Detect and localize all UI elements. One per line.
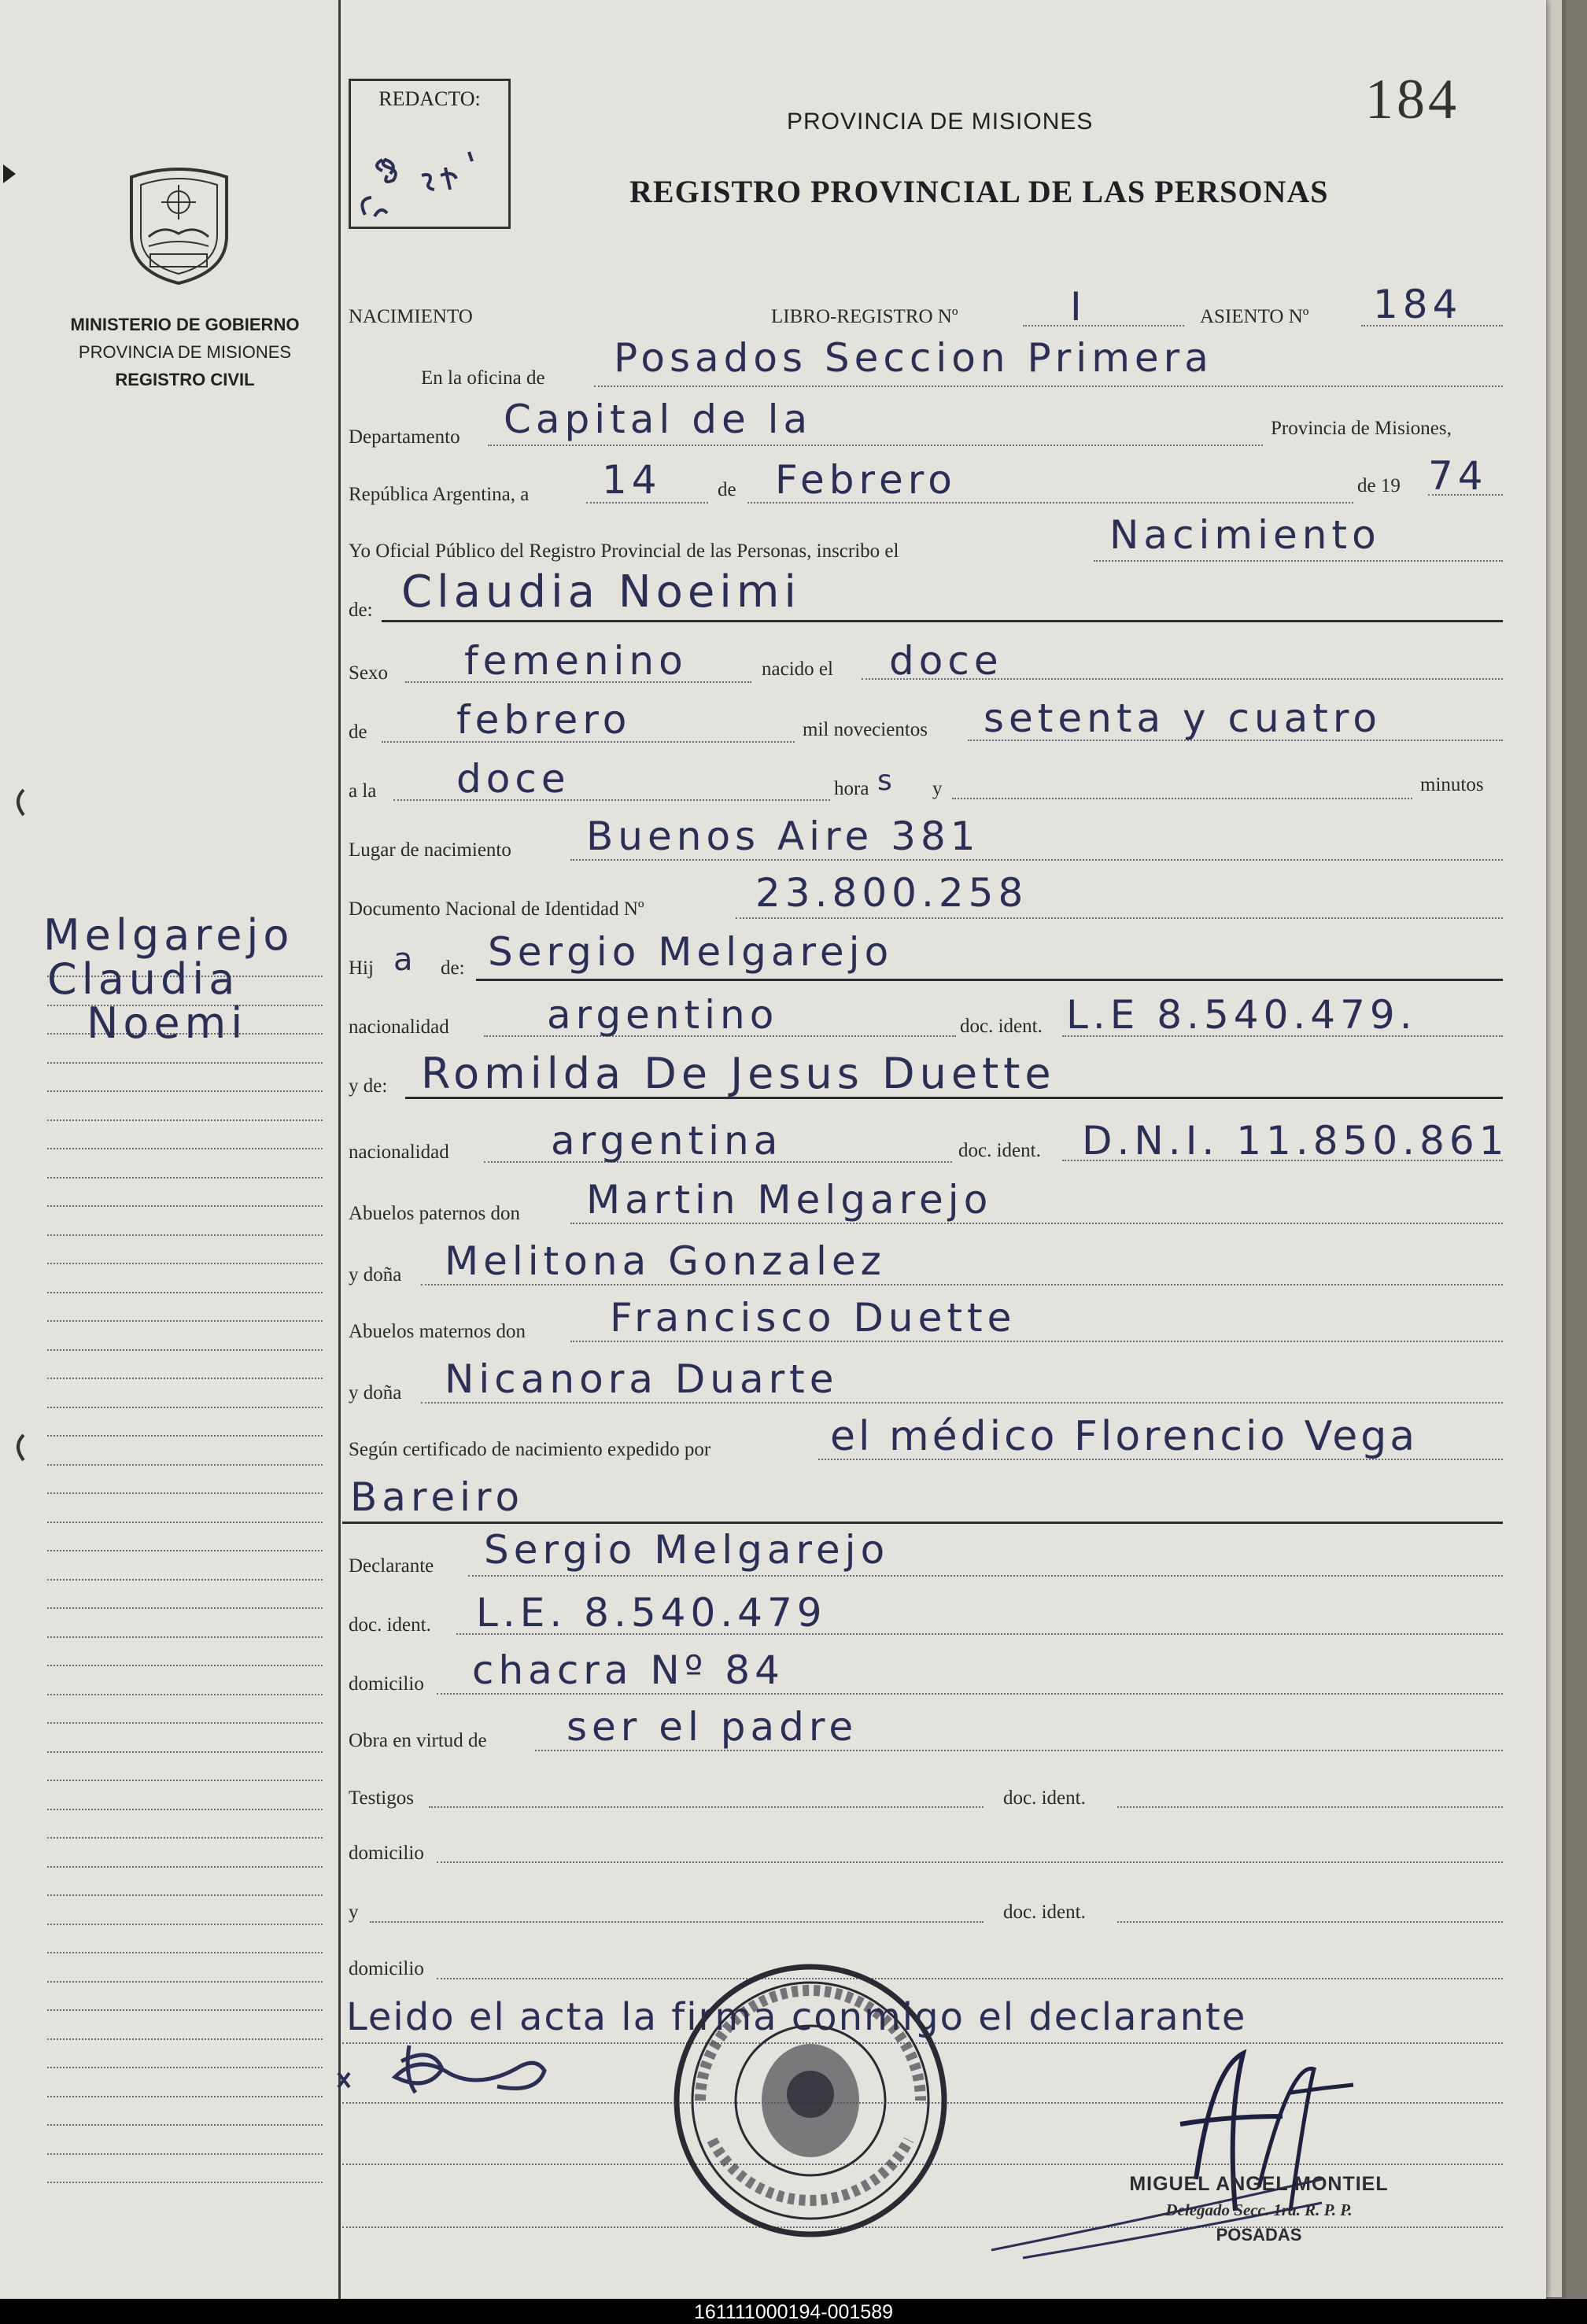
margin-line bbox=[47, 1866, 323, 1868]
libro-value: I bbox=[1070, 284, 1087, 330]
de-label: de bbox=[718, 479, 736, 500]
hij-suffix: a bbox=[393, 942, 418, 978]
margin-line bbox=[47, 1148, 323, 1149]
binding-mark-icon bbox=[0, 161, 19, 193]
page-stack-edge bbox=[1566, 0, 1587, 2324]
certificado-value-2: Bareiro bbox=[350, 1474, 525, 1520]
domicilio-value: chacra Nº 84 bbox=[472, 1647, 784, 1693]
mother-doc-label: doc. ident. bbox=[958, 1140, 1041, 1161]
margin-line bbox=[47, 1062, 323, 1064]
official-block bbox=[1078, 2173, 1440, 2245]
y-label: y bbox=[932, 778, 943, 799]
asiento-label: ASIENTO Nº bbox=[1200, 306, 1309, 327]
de-19-label: de 19 bbox=[1357, 475, 1401, 496]
ministry-heading bbox=[47, 311, 323, 393]
domicilio-label-3: domicilio bbox=[349, 1958, 424, 1979]
abuela-materna: Nicanora Duarte bbox=[445, 1356, 839, 1402]
margin-line bbox=[47, 1407, 323, 1408]
mother-name: Romilda De Jesus Duette bbox=[421, 1049, 1056, 1098]
ydona-label-2: y doña bbox=[349, 1382, 402, 1404]
inscribo-value: Nacimiento bbox=[1109, 512, 1381, 558]
mil-label: mil novecientos bbox=[803, 719, 928, 740]
binding-mark-icon bbox=[6, 787, 30, 818]
province-title: PROVINCIA DE MISIONES bbox=[787, 109, 1094, 135]
margin-first-name: Claudia bbox=[47, 954, 240, 1004]
redacto-label: REDACTO: bbox=[378, 87, 481, 110]
declarante-doc: L.E. 8.540.479 bbox=[476, 1590, 827, 1636]
hij-label: Hij bbox=[349, 957, 374, 979]
margin-line bbox=[47, 1205, 323, 1207]
registry-title: REGISTRO PROVINCIAL DE LAS PERSONAS bbox=[629, 174, 1329, 209]
father-name: Sergio Melgarejo bbox=[488, 929, 894, 975]
official-city: POSADAS bbox=[1216, 2225, 1302, 2245]
dni-label: Documento Nacional de Identidad Nº bbox=[349, 898, 644, 920]
act-type-label: NACIMIENTO bbox=[349, 306, 473, 327]
margin-line bbox=[47, 1177, 323, 1179]
margin-line bbox=[47, 1722, 323, 1724]
father-nationality: argentino bbox=[547, 992, 779, 1038]
departamento-label: Departamento bbox=[349, 426, 460, 448]
margin-line bbox=[47, 1952, 323, 1953]
mother-nationality: argentina bbox=[551, 1118, 783, 1164]
nacido-value: doce bbox=[889, 638, 1003, 684]
domicilio-label-2: domicilio bbox=[349, 1843, 424, 1864]
child-name: Claudia Noeimi bbox=[401, 566, 801, 618]
margin-line bbox=[47, 1090, 323, 1092]
province-line: PROVINCIA DE MISIONES bbox=[78, 342, 292, 362]
margin-line bbox=[47, 1579, 323, 1581]
declarant-signature bbox=[323, 2030, 574, 2108]
de-label-2: de bbox=[349, 721, 367, 743]
margin-line bbox=[47, 1492, 323, 1494]
lugar-value: Buenos Aire 381 bbox=[586, 813, 980, 859]
republica-label: República Argentina, a bbox=[349, 484, 530, 505]
y-label-2: y bbox=[349, 1902, 359, 1923]
ydona-label-1: y doña bbox=[349, 1264, 402, 1286]
lugar-label: Lugar de nacimiento bbox=[349, 839, 511, 861]
birth-month: febrero bbox=[456, 697, 632, 743]
margin-line bbox=[47, 1435, 323, 1437]
margin-line bbox=[47, 1636, 323, 1638]
margin-line bbox=[47, 1378, 323, 1379]
ministry-line: MINISTERIO DE GOBIERNO bbox=[70, 315, 300, 334]
margin-line bbox=[47, 1894, 323, 1896]
margin-line bbox=[47, 1120, 323, 1121]
binding-mark-icon bbox=[6, 1432, 30, 1463]
margin-surname: Melgarejo bbox=[43, 910, 294, 960]
libro-label: LIBRO-REGISTRO Nº bbox=[771, 306, 958, 327]
margin-line bbox=[47, 1464, 323, 1466]
margin-line bbox=[47, 1694, 323, 1695]
margin-line bbox=[47, 1550, 323, 1551]
page-number: 184 bbox=[1365, 68, 1460, 131]
sexo-value: femenino bbox=[464, 638, 688, 684]
margin-line bbox=[47, 2182, 323, 2183]
nacido-label: nacido el bbox=[762, 658, 833, 680]
father-doc-label: doc. ident. bbox=[960, 1016, 1043, 1037]
mother-doc: D.N.I. 11.850.861 bbox=[1082, 1118, 1509, 1164]
certificado-value: el médico Florencio Vega bbox=[830, 1413, 1419, 1460]
margin-line bbox=[47, 2038, 323, 2040]
obra-label: Obra en virtud de bbox=[349, 1730, 487, 1751]
abuela-paterna: Melitona Gonzalez bbox=[445, 1238, 886, 1284]
departamento-value: Capital de la bbox=[504, 397, 813, 442]
testigos-label: Testigos bbox=[349, 1787, 414, 1809]
declarante-value: Sergio Melgarejo bbox=[484, 1527, 890, 1573]
margin-line bbox=[47, 1780, 323, 1781]
margin-line bbox=[47, 1320, 323, 1322]
margin-note-lines bbox=[47, 976, 323, 2219]
margin-line bbox=[47, 1292, 323, 1293]
margin-line bbox=[47, 1665, 323, 1666]
inscribo-label: Yo Oficial Público del Registro Provincial de las Personas, inscribo el bbox=[349, 540, 899, 562]
margin-line bbox=[47, 1263, 323, 1264]
abuelos-paternos-label: Abuelos paternos don bbox=[349, 1203, 521, 1224]
margin-line bbox=[47, 2124, 323, 2126]
margin-line bbox=[47, 1751, 323, 1753]
margin-line bbox=[47, 1924, 323, 1925]
margin-line bbox=[47, 1837, 323, 1839]
sexo-label: Sexo bbox=[349, 662, 388, 684]
civil-registry-line: REGISTRO CIVIL bbox=[115, 370, 255, 389]
hora-s: s bbox=[877, 765, 897, 797]
margin-line bbox=[47, 2067, 323, 2068]
margin-line bbox=[47, 1981, 323, 1983]
domicilio-label-1: domicilio bbox=[349, 1673, 424, 1695]
abuelos-maternos-label: Abuelos maternos don bbox=[349, 1321, 526, 1342]
de-parent-label: de: bbox=[441, 957, 465, 979]
declarante-doc-label: doc. ident. bbox=[349, 1614, 431, 1636]
father-nationality-label: nacionalidad bbox=[349, 1016, 449, 1038]
official-role: Delegado Secc. 1ra. R. P. P. bbox=[1165, 2200, 1353, 2219]
de-name-label: de: bbox=[349, 599, 373, 621]
margin-second-name: Noemi bbox=[87, 998, 248, 1048]
day-value: 14 bbox=[602, 457, 662, 503]
mother-nationality-label: nacionalidad bbox=[349, 1142, 449, 1163]
declarante-label: Declarante bbox=[349, 1555, 434, 1577]
redacto-handwritten-note bbox=[359, 128, 500, 223]
hour-value: doce bbox=[456, 756, 570, 802]
month-value: Febrero bbox=[775, 457, 957, 503]
ala-label: a la bbox=[349, 780, 377, 802]
margin-line bbox=[47, 1607, 323, 1609]
margin-line bbox=[47, 2153, 323, 2155]
minutos-label: minutos bbox=[1420, 774, 1484, 795]
hora-label: hora bbox=[834, 778, 869, 799]
official-seal bbox=[669, 1959, 952, 2242]
yde-label: y de: bbox=[349, 1075, 388, 1097]
provincial-emblem-icon bbox=[122, 161, 236, 287]
father-doc: L.E 8.540.479. bbox=[1066, 992, 1417, 1038]
oficina-value: Posados Seccion Primera bbox=[614, 335, 1213, 381]
testigo2-doc-label: doc. ident. bbox=[1003, 1902, 1086, 1923]
obra-value: ser el padre bbox=[567, 1704, 858, 1750]
margin-line bbox=[47, 1234, 323, 1236]
margin-line bbox=[47, 1522, 323, 1523]
abuelo-paterno: Martin Melgarejo bbox=[586, 1177, 993, 1223]
archive-footer bbox=[0, 2299, 1587, 2324]
provincia-label: Provincia de Misiones, bbox=[1271, 418, 1452, 439]
year-value: 74 bbox=[1428, 453, 1488, 499]
dni-value: 23.800.258 bbox=[755, 870, 1028, 916]
margin-line bbox=[47, 2009, 323, 2011]
margin-line bbox=[47, 1349, 323, 1351]
certificado-label: Según certificado de nacimiento expedido por bbox=[349, 1439, 711, 1460]
margin-line bbox=[47, 1809, 323, 1810]
asiento-value: 184 bbox=[1373, 282, 1463, 327]
official-name: MIGUEL ANGEL MONTIEL bbox=[1129, 2173, 1389, 2195]
margin-rule bbox=[338, 0, 341, 2299]
closing-statement: Leido el acta la firma conmigo el declarante bbox=[346, 1995, 1247, 2039]
redacto-box bbox=[349, 79, 511, 229]
abuelo-materno: Francisco Duette bbox=[610, 1295, 1017, 1341]
archive-id: 161111000194-001589 bbox=[693, 2301, 894, 2323]
margin-line bbox=[47, 2096, 323, 2097]
birth-year-words: setenta y cuatro bbox=[984, 695, 1382, 741]
testigos-doc-label: doc. ident. bbox=[1003, 1787, 1086, 1809]
oficina-label: En la oficina de bbox=[421, 367, 545, 389]
